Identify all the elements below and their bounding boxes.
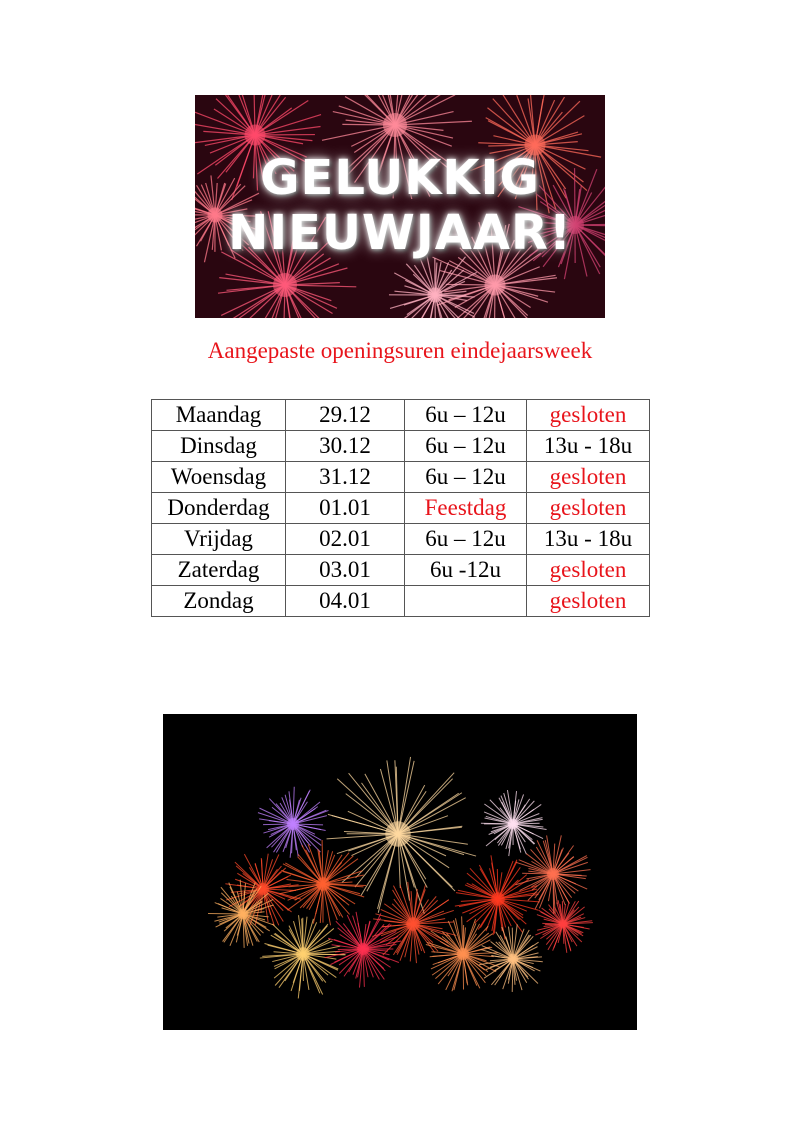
table-row [152, 586, 650, 617]
date-cell: 02.01 [286, 524, 405, 555]
fireworks-photo [163, 714, 637, 1030]
date-cell: 30.12 [286, 431, 405, 462]
day-cell: Maandag [152, 400, 286, 431]
morning-hours-cell: 6u -12u [405, 555, 527, 586]
date-cell: 29.12 [286, 400, 405, 431]
morning-hours-cell: 6u – 12u [405, 524, 527, 555]
morning-hours-cell: Feestdag [405, 493, 527, 524]
afternoon-hours-cell: gesloten [527, 555, 650, 586]
day-cell: Dinsdag [152, 431, 286, 462]
fireworks-image [163, 714, 637, 1030]
table-row [152, 555, 650, 586]
afternoon-hours-cell: gesloten [527, 586, 650, 617]
day-cell: Woensdag [152, 462, 286, 493]
banner-title-line2: NIEUWJAAR! [228, 205, 572, 261]
day-cell: Zaterdag [152, 555, 286, 586]
day-cell: Zondag [152, 586, 286, 617]
date-cell: 03.01 [286, 555, 405, 586]
date-cell: 04.01 [286, 586, 405, 617]
afternoon-hours-cell: gesloten [527, 493, 650, 524]
table-row [152, 462, 650, 493]
table-row [152, 524, 650, 555]
afternoon-hours-cell: gesloten [527, 400, 650, 431]
banner-title-line1: GELUKKIG [260, 150, 540, 206]
afternoon-hours-cell: 13u - 18u [527, 431, 650, 462]
table-row [152, 400, 650, 431]
morning-hours-cell: 6u – 12u [405, 431, 527, 462]
table-row [152, 431, 650, 462]
day-cell: Vrijdag [152, 524, 286, 555]
table-row [152, 493, 650, 524]
morning-hours-cell [405, 586, 527, 617]
day-cell: Donderdag [152, 493, 286, 524]
new-year-banner [195, 95, 605, 318]
afternoon-hours-cell: gesloten [527, 462, 650, 493]
opening-hours-table [151, 399, 650, 617]
page-heading: Aangepaste openingsuren eindejaarsweek [207, 338, 593, 363]
date-cell: 01.01 [286, 493, 405, 524]
date-cell: 31.12 [286, 462, 405, 493]
morning-hours-cell: 6u – 12u [405, 400, 527, 431]
afternoon-hours-cell: 13u - 18u [527, 524, 650, 555]
morning-hours-cell: 6u – 12u [405, 462, 527, 493]
